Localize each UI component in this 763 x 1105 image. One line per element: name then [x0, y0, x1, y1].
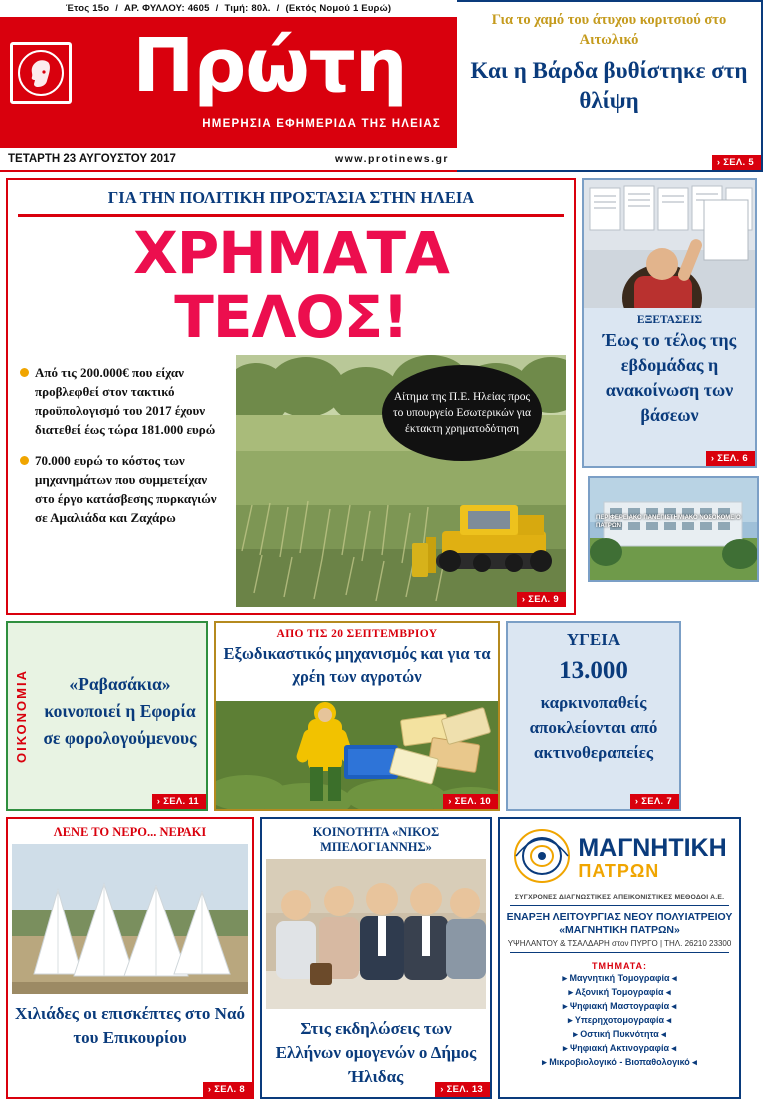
list-item: ▸ Ψηφιακή Ακτινογραφία ◂: [562, 1043, 677, 1053]
ad-logo: [500, 819, 739, 892]
ad-item-0: Μαγνητική Τομογραφία: [569, 973, 670, 983]
issue-price-note: (Εκτός Νομού 1 Ευρώ): [285, 3, 392, 14]
lead-body: [8, 355, 574, 613]
ad-item-3: Υπερηχοτομογραφία: [574, 1015, 664, 1025]
row-bottom: [0, 811, 763, 1105]
community-headline: Στις εκδηλώσεις των Ελλήνων ομογενών ο Δήμος Ήλιδας: [275, 1019, 477, 1086]
ad-line3: ΥΨΗΛΑΝΤΟΥ & ΤΣΑΛΔΑΡΗ στον ΠΥΡΓΟ | ΤΗΛ. 26210 23300: [507, 939, 732, 948]
page-ref-badge[interactable]: › ΣΕΛ. 5: [712, 155, 761, 170]
lead-callout-balloon: Αίτημα της Π.Ε. Ηλείας προς το υπουργείο Εσωτερικών για έκτακτη χρηματοδότηση: [382, 365, 542, 461]
newspaper-title: Πρώτη: [132, 23, 407, 109]
lead-kicker: ΓΙΑ ΤΗΝ ΠΟΛΙΤΙΚΗ ΠΡΟΣΤΑΣΙΑ ΣΤΗΝ ΗΛΕΙΑ: [107, 188, 475, 207]
page-ref-badge[interactable]: › ΣΕΛ. 10: [443, 794, 498, 809]
ad-item-5: Ψηφιακή Ακτινογραφία: [569, 1043, 670, 1053]
exams-headline: Έως το τέλος της εβδομάδας η ανακοίνωση των βάσεων: [602, 330, 737, 425]
exams-story[interactable]: [582, 178, 757, 468]
economy-section-label: [8, 623, 34, 809]
list-item: ▸ Μικροβιολογικό - Βιοπαθολογικό ◂: [542, 1057, 697, 1067]
ad-departments-label: ΤΜΗΜΑΤΑ:: [591, 961, 648, 971]
masthead: [0, 0, 763, 172]
lead-photo: [236, 355, 566, 607]
advertisement[interactable]: [498, 817, 741, 1099]
page-ref-badge[interactable]: › ΣΕΛ. 9: [517, 592, 566, 607]
top-right-story[interactable]: [457, 0, 763, 172]
ad-line1: ΕΝΑΡΞΗ ΛΕΙΤΟΥΡΓΙΑΣ ΝΕΟΥ ΠΟΛΥΙΑΤΡΕΙΟΥ: [506, 911, 733, 923]
ad-item-2: Ψηφιακή Μαστογραφία: [569, 1001, 670, 1011]
health-kicker: ΥΓΕΙΑ: [566, 630, 621, 649]
ad-line2: «ΜΑΓΝΗΤΙΚΗ ΠΑΤΡΩΝ»: [559, 924, 680, 936]
hospital-photo-caption: ΠΕΡΙΦΕΡΕΙΑΚΟ ΠΑΝΕΠΙΣΤΗΜΙΑΚΟ ΝΟΣΟΚΟΜΕΙΟ ΠΑΤΡΩΝ: [596, 515, 741, 529]
website-url[interactable]: www.protinews.gr: [334, 153, 449, 165]
ad-brand-line1: ΜΑΓΝΗΤΙΚΗ: [578, 833, 727, 862]
content-grid: [0, 172, 763, 1105]
exams-photo: [584, 180, 755, 308]
page-ref-badge[interactable]: › ΣΕΛ. 8: [203, 1082, 252, 1097]
top-right-headline: Και η Βάρδα βυθίστηκε στη θλίψη: [470, 58, 748, 113]
ad-divider: [510, 905, 729, 906]
agri-photo: [216, 701, 498, 809]
water-headline: Χιλιάδες οι επισκέπτες στο Ναό του Επικουρίου: [15, 1004, 245, 1047]
page-ref-badge[interactable]: › ΣΕΛ. 7: [630, 794, 679, 809]
ad-divider-2: [510, 952, 729, 953]
list-item: ▸ Μαγνητική Τομογραφία ◂: [562, 973, 677, 983]
community-photo: [266, 859, 486, 1009]
page-ref-badge[interactable]: › ΣΕΛ. 11: [152, 794, 206, 809]
ad-item-4: Οστική Πυκνότητα: [580, 1029, 659, 1039]
community-story[interactable]: [260, 817, 492, 1099]
lead-bullet-list: [8, 355, 236, 607]
issue-year: Έτος 15ο: [65, 3, 110, 14]
economy-section-label-text: ΟΙΚΟΝΟΜΙΑ: [13, 669, 29, 763]
ad-item-1: Αξονική Τομογραφία: [575, 987, 664, 997]
sep3: /: [276, 3, 280, 14]
sep1: /: [115, 3, 119, 14]
masthead-left: [0, 0, 457, 172]
hospital-photo: [588, 476, 759, 582]
ad-brand-line2: ΠΑΤΡΩΝ: [578, 860, 660, 881]
community-kicker: ΚΟΙΝΟΤΗΤΑ «ΝΙΚΟΣ ΜΠΕΛΟΓΙΑΝΝΗΣ»: [312, 825, 440, 854]
health-number: 13.000: [559, 657, 628, 684]
lead-story[interactable]: [6, 178, 576, 615]
top-right-kicker: Για το χαμό του άτυχου κοριτσιού στο Αιτωλικό: [491, 12, 727, 48]
list-item: ▸ Αξονική Τομογραφία ◂: [568, 987, 671, 997]
issue-number: ΑΡ. ΦΥΛΛΟΥ: 4605: [124, 3, 210, 14]
list-item: [20, 451, 228, 527]
agri-story[interactable]: [214, 621, 500, 811]
list-item: ▸ Οστική Πυκνότητα ◂: [573, 1029, 666, 1039]
bullet-dot-icon: [20, 456, 29, 465]
bullet-dot-icon: [20, 368, 29, 377]
masthead-infobar: [0, 0, 457, 18]
ad-brand: [578, 833, 727, 882]
sep2: /: [215, 3, 219, 14]
economy-headline: «Ραβασάκια» κοινοποιεί η Εφορία σε φορολογούμενους: [43, 673, 197, 748]
health-story[interactable]: [506, 621, 681, 811]
water-story[interactable]: [6, 817, 254, 1099]
publication-date: ΤΕΤΑΡΤΗ 23 ΑΥΓΟΥΣΤΟΥ 2017: [8, 153, 176, 165]
list-item: [20, 363, 228, 439]
exams-kicker: ΕΞΕΤΑΣΕΙΣ: [636, 314, 703, 326]
list-item: ▸ Ψηφιακή Μαστογραφία ◂: [562, 1001, 677, 1011]
magnet-field-swirl-icon: [512, 827, 572, 890]
lead-bullet-2: 70.000 ευρώ το κόστος των μηχανημάτων που συμμετείχαν στο έργο κατάσβεσης πυρκαγιών σε Αμαλιάδα και Ζαχάρω: [35, 453, 217, 525]
lead-bullet-1: Από τις 200.000€ που είχαν προβλεφθεί στον τακτικό προϋπολογισμό του 2017 έχουν διατεθεί έως τώρα 181.000 ευρώ: [35, 365, 216, 437]
coin-head-profile-icon: [10, 42, 72, 104]
row-secondary: [0, 615, 763, 811]
ad-tagline: ΣΥΓΧΡΟΝΕΣ ΔΙΑΓΝΩΣΤΙΚΕΣ ΑΠΕΙΚΟΝΙΣΤΙΚΕΣ ΜΕΘΟΔΟΙ Α.Ε.: [514, 894, 725, 901]
agri-kicker: ΑΠΟ ΤΙΣ 20 ΣΕΠΤΕΜΒΡΙΟΥ: [276, 628, 438, 640]
health-headline: καρκινοπαθείς αποκλείονται από ακτινοθεραπείες: [529, 693, 658, 762]
masthead-datebar: [0, 146, 457, 172]
list-item: ▸ Υπερηχοτομογραφία ◂: [567, 1015, 672, 1025]
economy-story[interactable]: [6, 621, 208, 811]
water-kicker: ΛΕΝΕ ΤΟ ΝΕΡΟ... ΝΕΡΑΚΙ: [53, 825, 207, 839]
page-ref-badge[interactable]: › ΣΕΛ. 13: [435, 1082, 490, 1097]
issue-price: Τιμή: 80λ.: [224, 3, 271, 14]
lead-headline: ΧΡΗΜΑΤΑ ΤΕΛΟΣ!: [133, 219, 449, 351]
page-ref-badge[interactable]: › ΣΕΛ. 6: [706, 451, 755, 466]
newspaper-subtitle: ΗΜΕΡΗΣΙΑ ΕΦΗΜΕΡΙΔΑ ΤΗΣ ΗΛΕΙΑΣ: [202, 118, 441, 130]
agri-headline: Εξωδικαστικός μηχανισμός και για τα χρέη των αγροτών: [223, 644, 491, 686]
ad-item-6: Μικροβιολογικό - Βιοπαθολογικό: [549, 1057, 690, 1067]
water-photo: [12, 844, 248, 994]
